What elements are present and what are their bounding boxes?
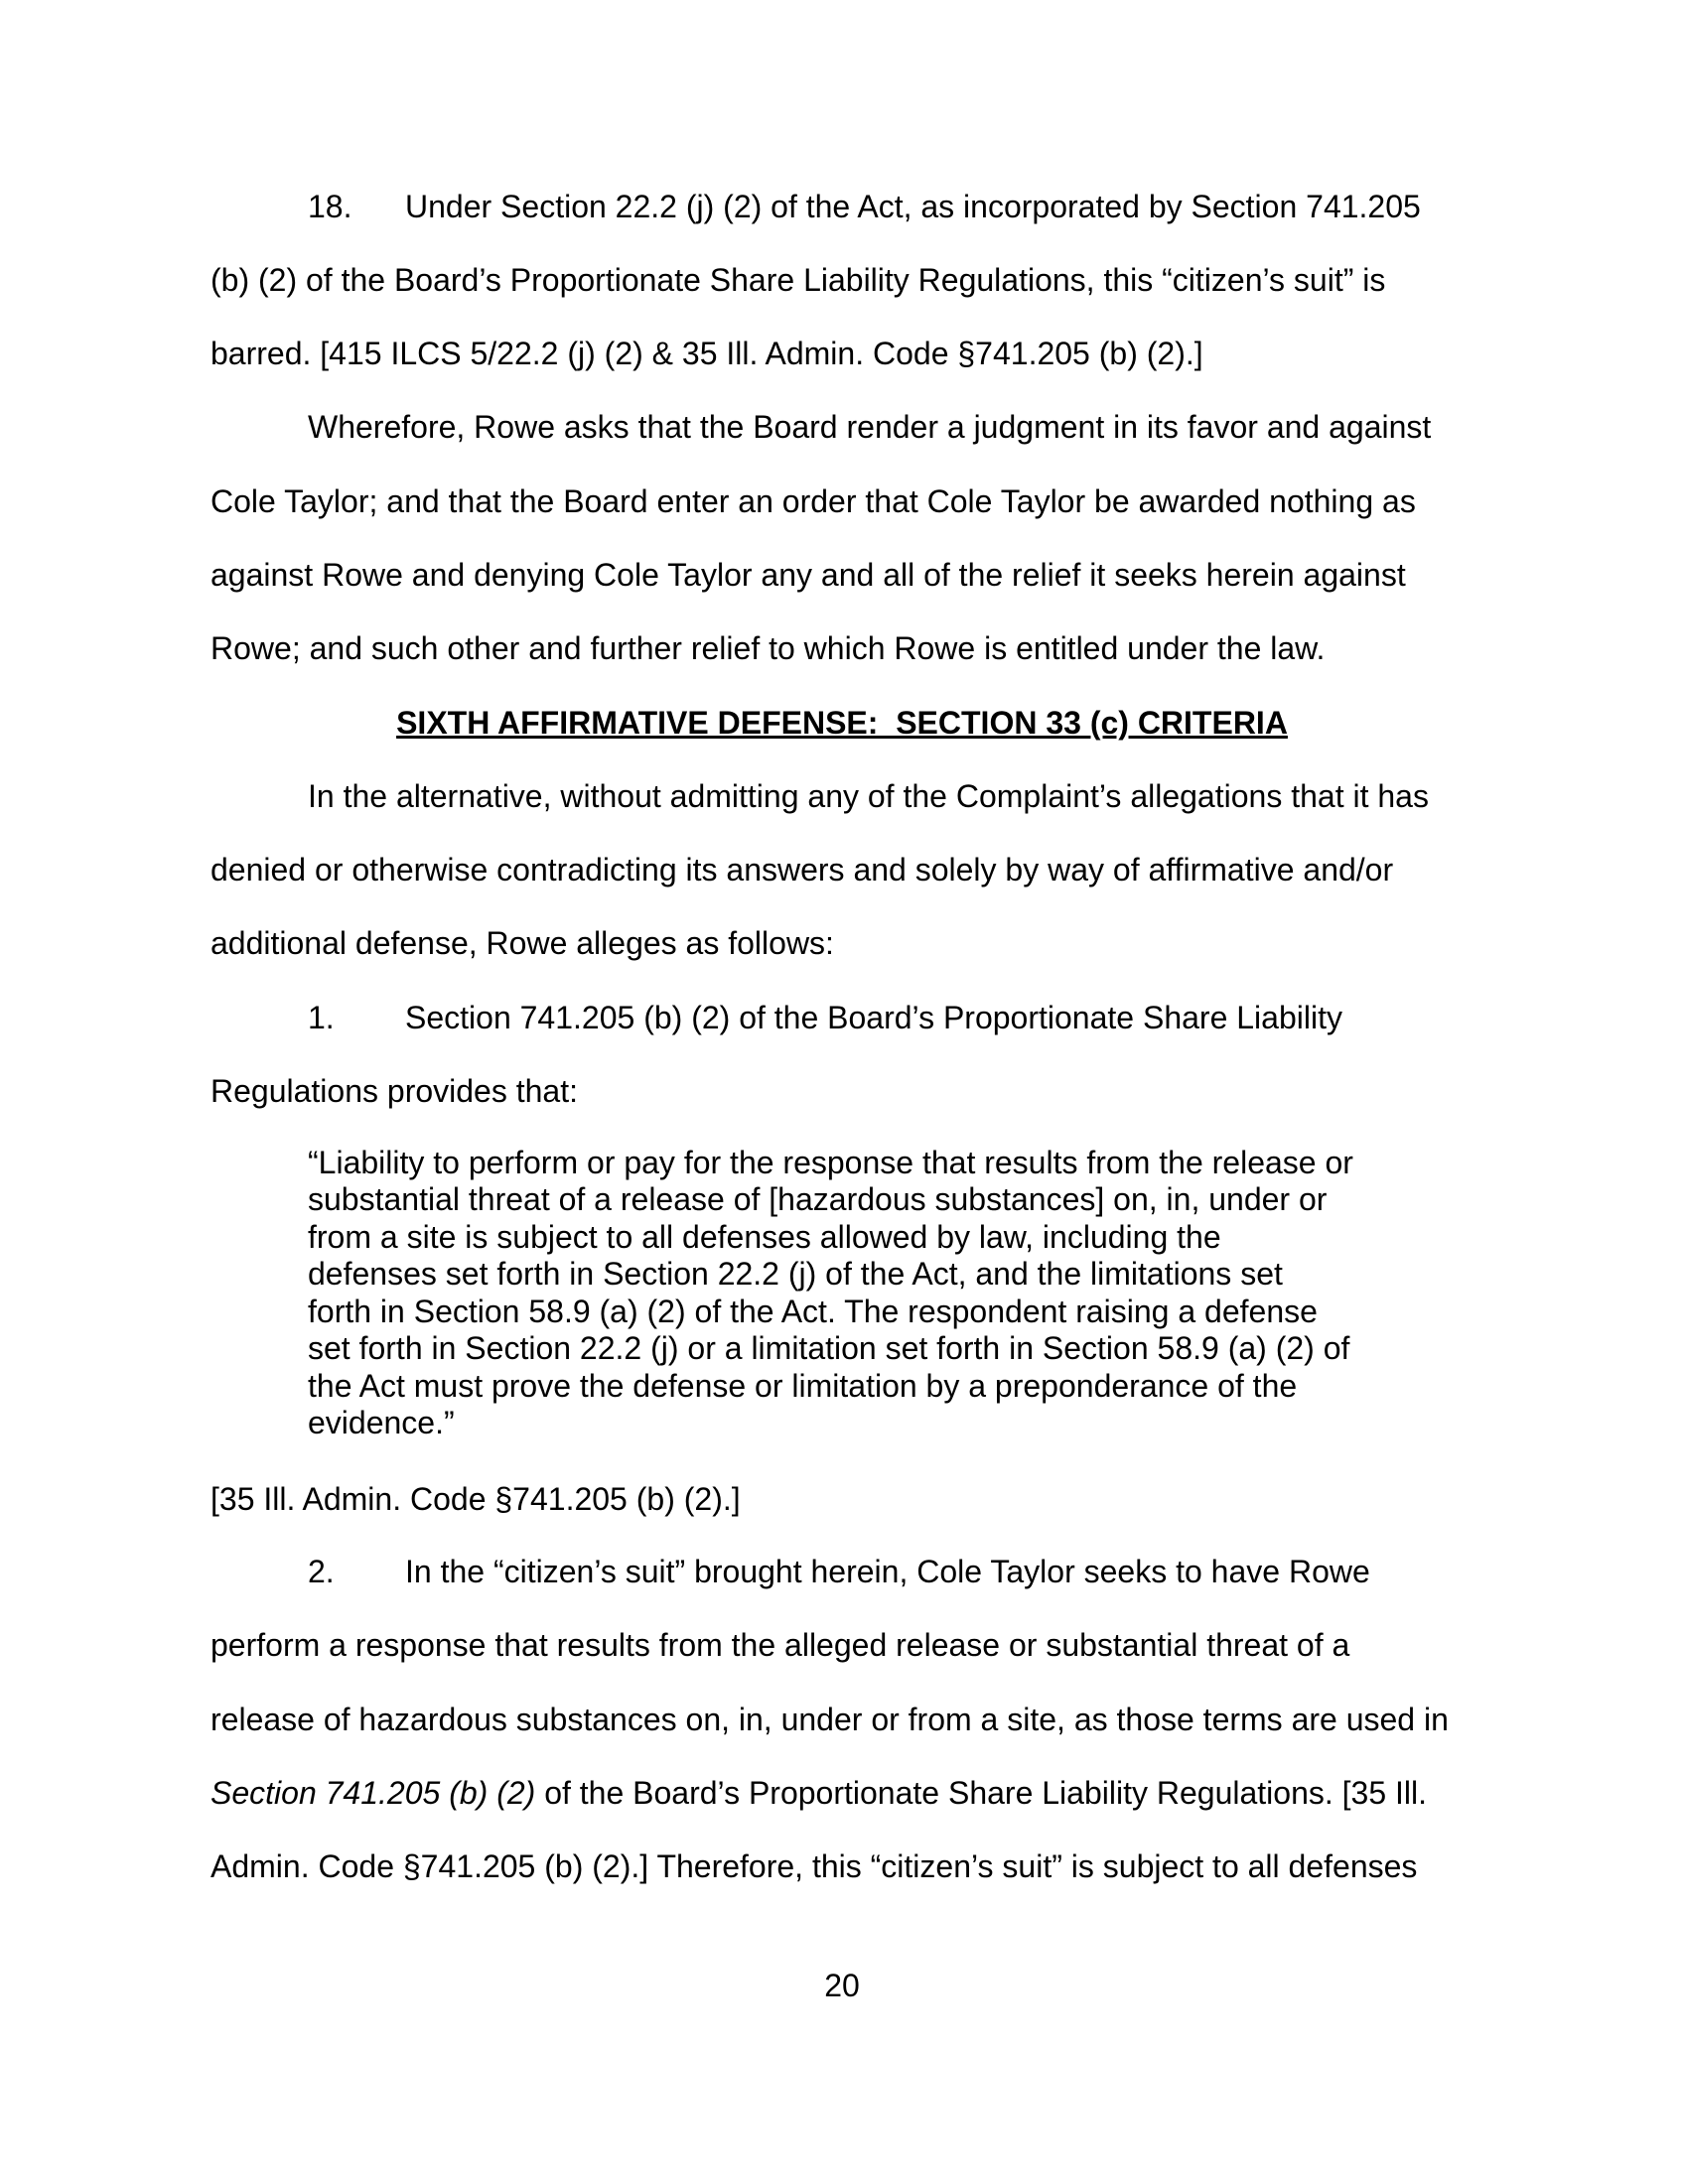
quote-line-2: substantial threat of a release of [hazardous substances] on, in, under or xyxy=(308,1181,1328,1217)
quote-line-3: from a site is subject to all defenses allowed by law, including the xyxy=(308,1219,1221,1255)
wherefore-line-2: Cole Taylor; and that the Board enter an order that Cole Taylor be awarded nothing as xyxy=(210,483,1416,519)
quote-line-7: the Act must prove the defense or limitation by a preponderance of the xyxy=(308,1368,1298,1404)
wherefore-line-3: against Rowe and denying Cole Taylor any and all of the relief it seeks herein against xyxy=(210,557,1406,593)
quote-line-1: “Liability to perform or pay for the response that results from the release or xyxy=(308,1145,1353,1180)
section-heading: SIXTH AFFIRMATIVE DEFENSE: SECTION 33 (c) CRITERIA xyxy=(396,705,1288,741)
paragraph-2-line-4 xyxy=(210,1773,1427,1813)
quote-line-8: evidence.” xyxy=(308,1405,455,1440)
paragraph-1-line-1: Section 741.205 (b) (2) of the Board’s Proportionate Share Liability xyxy=(405,1000,1342,1035)
paragraph-number-18: 18. xyxy=(308,189,352,224)
paragraph-2-line-3: release of hazardous substances on, in, under or from a site, as those terms are used in xyxy=(210,1702,1449,1737)
paragraph-1-line-2: Regulations provides that: xyxy=(210,1073,578,1109)
quote-line-5: forth in Section 58.9 (a) (2) of the Act. The respondent raising a defense xyxy=(308,1294,1318,1329)
intro-line-2: denied or otherwise contradicting its answers and solely by way of affirmative and/or xyxy=(210,852,1394,887)
paragraph-2-line-2: perform a response that results from the alleged release or substantial threat of a xyxy=(210,1627,1350,1663)
intro-line-1: In the alternative, without admitting any of the Complaint’s allegations that it has xyxy=(308,778,1429,814)
section-reference-italic: Section 741.205 (b) (2) xyxy=(210,1775,536,1811)
paragraph-2-line-5: Admin. Code §741.205 (b) (2).] Therefore, this “citizen’s suit” is subject to all defenses xyxy=(210,1848,1418,1884)
quote-line-6: set forth in Section 22.2 (j) or a limitation set forth in Section 58.9 (a) (2) of xyxy=(308,1330,1350,1366)
paragraph-18-line-1: Under Section 22.2 (j) (2) of the Act, as incorporated by Section 741.205 xyxy=(405,189,1421,224)
paragraph-2-line-4-rest: of the Board’s Proportionate Share Liability Regulations. [35 Ill. xyxy=(535,1775,1428,1811)
citation: [35 Ill. Admin. Code §741.205 (b) (2).] xyxy=(210,1481,741,1517)
wherefore-line-1: Wherefore, Rowe asks that the Board render a judgment in its favor and against xyxy=(308,409,1432,445)
page-number: 20 xyxy=(824,1968,860,2003)
quote-line-4: defenses set forth in Section 22.2 (j) of the Act, and the limitations set xyxy=(308,1256,1283,1292)
paragraph-18-line-2: (b) (2) of the Board’s Proportionate Share Liability Regulations, this “citizen’s suit” is xyxy=(210,262,1386,298)
paragraph-number-2: 2. xyxy=(308,1554,335,1589)
paragraph-number-1: 1. xyxy=(308,1000,335,1035)
wherefore-line-4: Rowe; and such other and further relief to which Rowe is entitled under the law. xyxy=(210,630,1326,666)
paragraph-18-line-3: barred. [415 ILCS 5/22.2 (j) (2) & 35 Ill. Admin. Code §741.205 (b) (2).] xyxy=(210,336,1203,371)
intro-line-3: additional defense, Rowe alleges as follows: xyxy=(210,925,834,961)
paragraph-2-line-1: In the “citizen’s suit” brought herein, Cole Taylor seeks to have Rowe xyxy=(405,1554,1370,1589)
